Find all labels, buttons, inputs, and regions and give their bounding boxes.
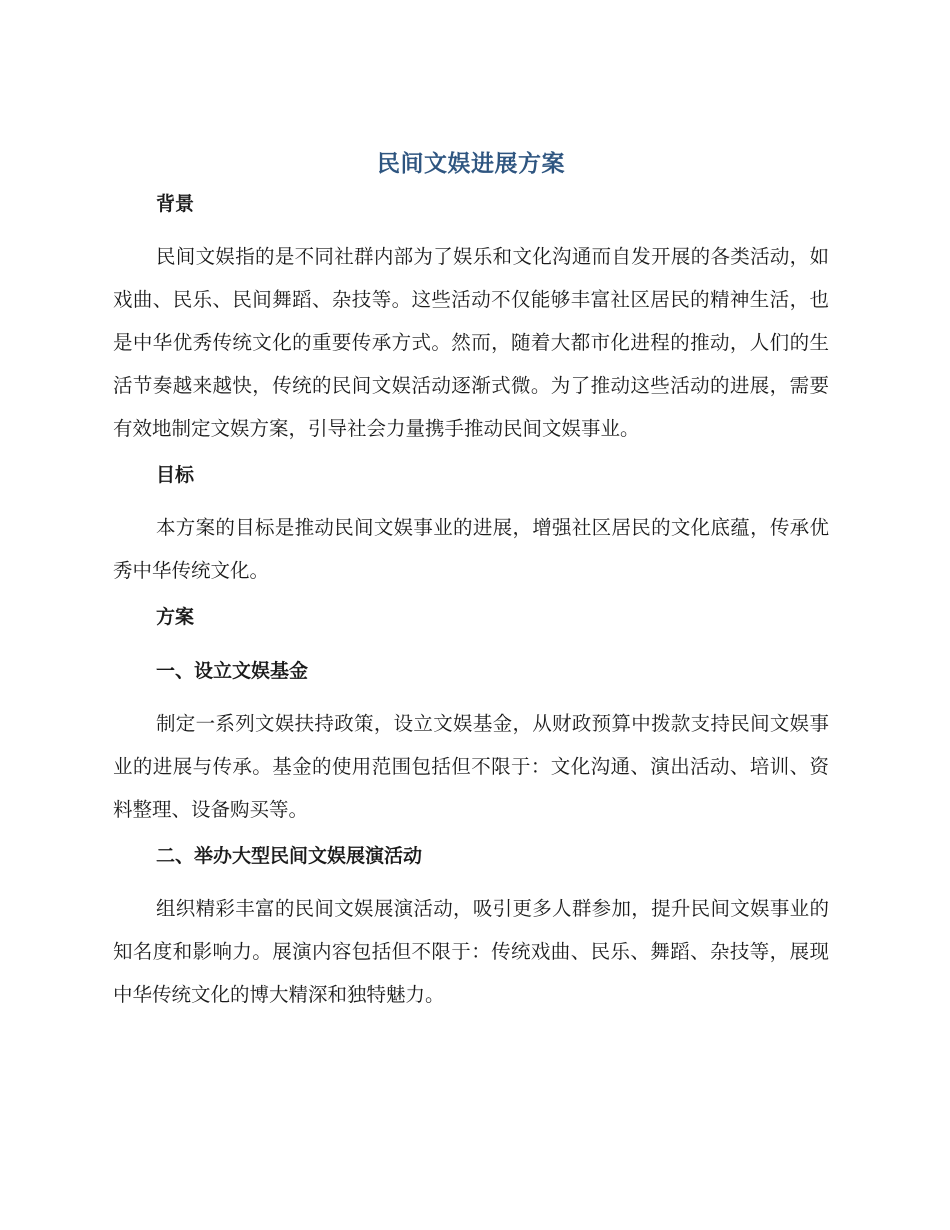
section-paragraph-goal: 本方案的目标是推动民间文娱事业的进展，增强社区居民的文化底蕴，传承优秀中华传统文化。 <box>113 516 829 582</box>
section-heading-item2: 二、举办大型民间文娱展演活动 <box>156 845 423 867</box>
section-heading-plan: 方案 <box>156 606 195 628</box>
section-paragraph-item1: 制定一系列文娱扶持政策，设立文娱基金，从财政预算中拨款支持民间文娱事业的进展与传承。基金的使用范围包括但不限于：文化沟通、演出活动、培训、资料整理、设备购买等。 <box>113 712 829 821</box>
document-body <box>113 145 829 1016</box>
section-heading-item1: 一、设立文娱基金 <box>156 660 309 682</box>
document-title: 民间文娱进展方案 <box>377 151 565 177</box>
section-heading-goal: 目标 <box>156 464 195 486</box>
section-heading-background: 背景 <box>156 193 195 215</box>
section-paragraph-background: 民间文娱指的是不同社群内部为了娱乐和文化沟通而自发开展的各类活动，如戏曲、民乐、民间舞蹈、杂技等。这些活动不仅能够丰富社区居民的精神生活，也是中华优秀传统文化的重要传承方式。然而，随着大都市化进程的推动，人们的生活节奏越来越快，传统的民间文娱活动逐渐式微。为了推动这些活动的进展，需要有效地制定文娱方案，引导社会力量携手推动民间文娱事业。 <box>113 245 829 440</box>
section-paragraph-item2: 组织精彩丰富的民间文娱展演活动，吸引更多人群参加，提升民间文娱事业的知名度和影响力。展演内容包括但不限于：传统戏曲、民乐、舞蹈、杂技等，展现中华传统文化的博大精深和独特魅力。 <box>113 897 829 1006</box>
